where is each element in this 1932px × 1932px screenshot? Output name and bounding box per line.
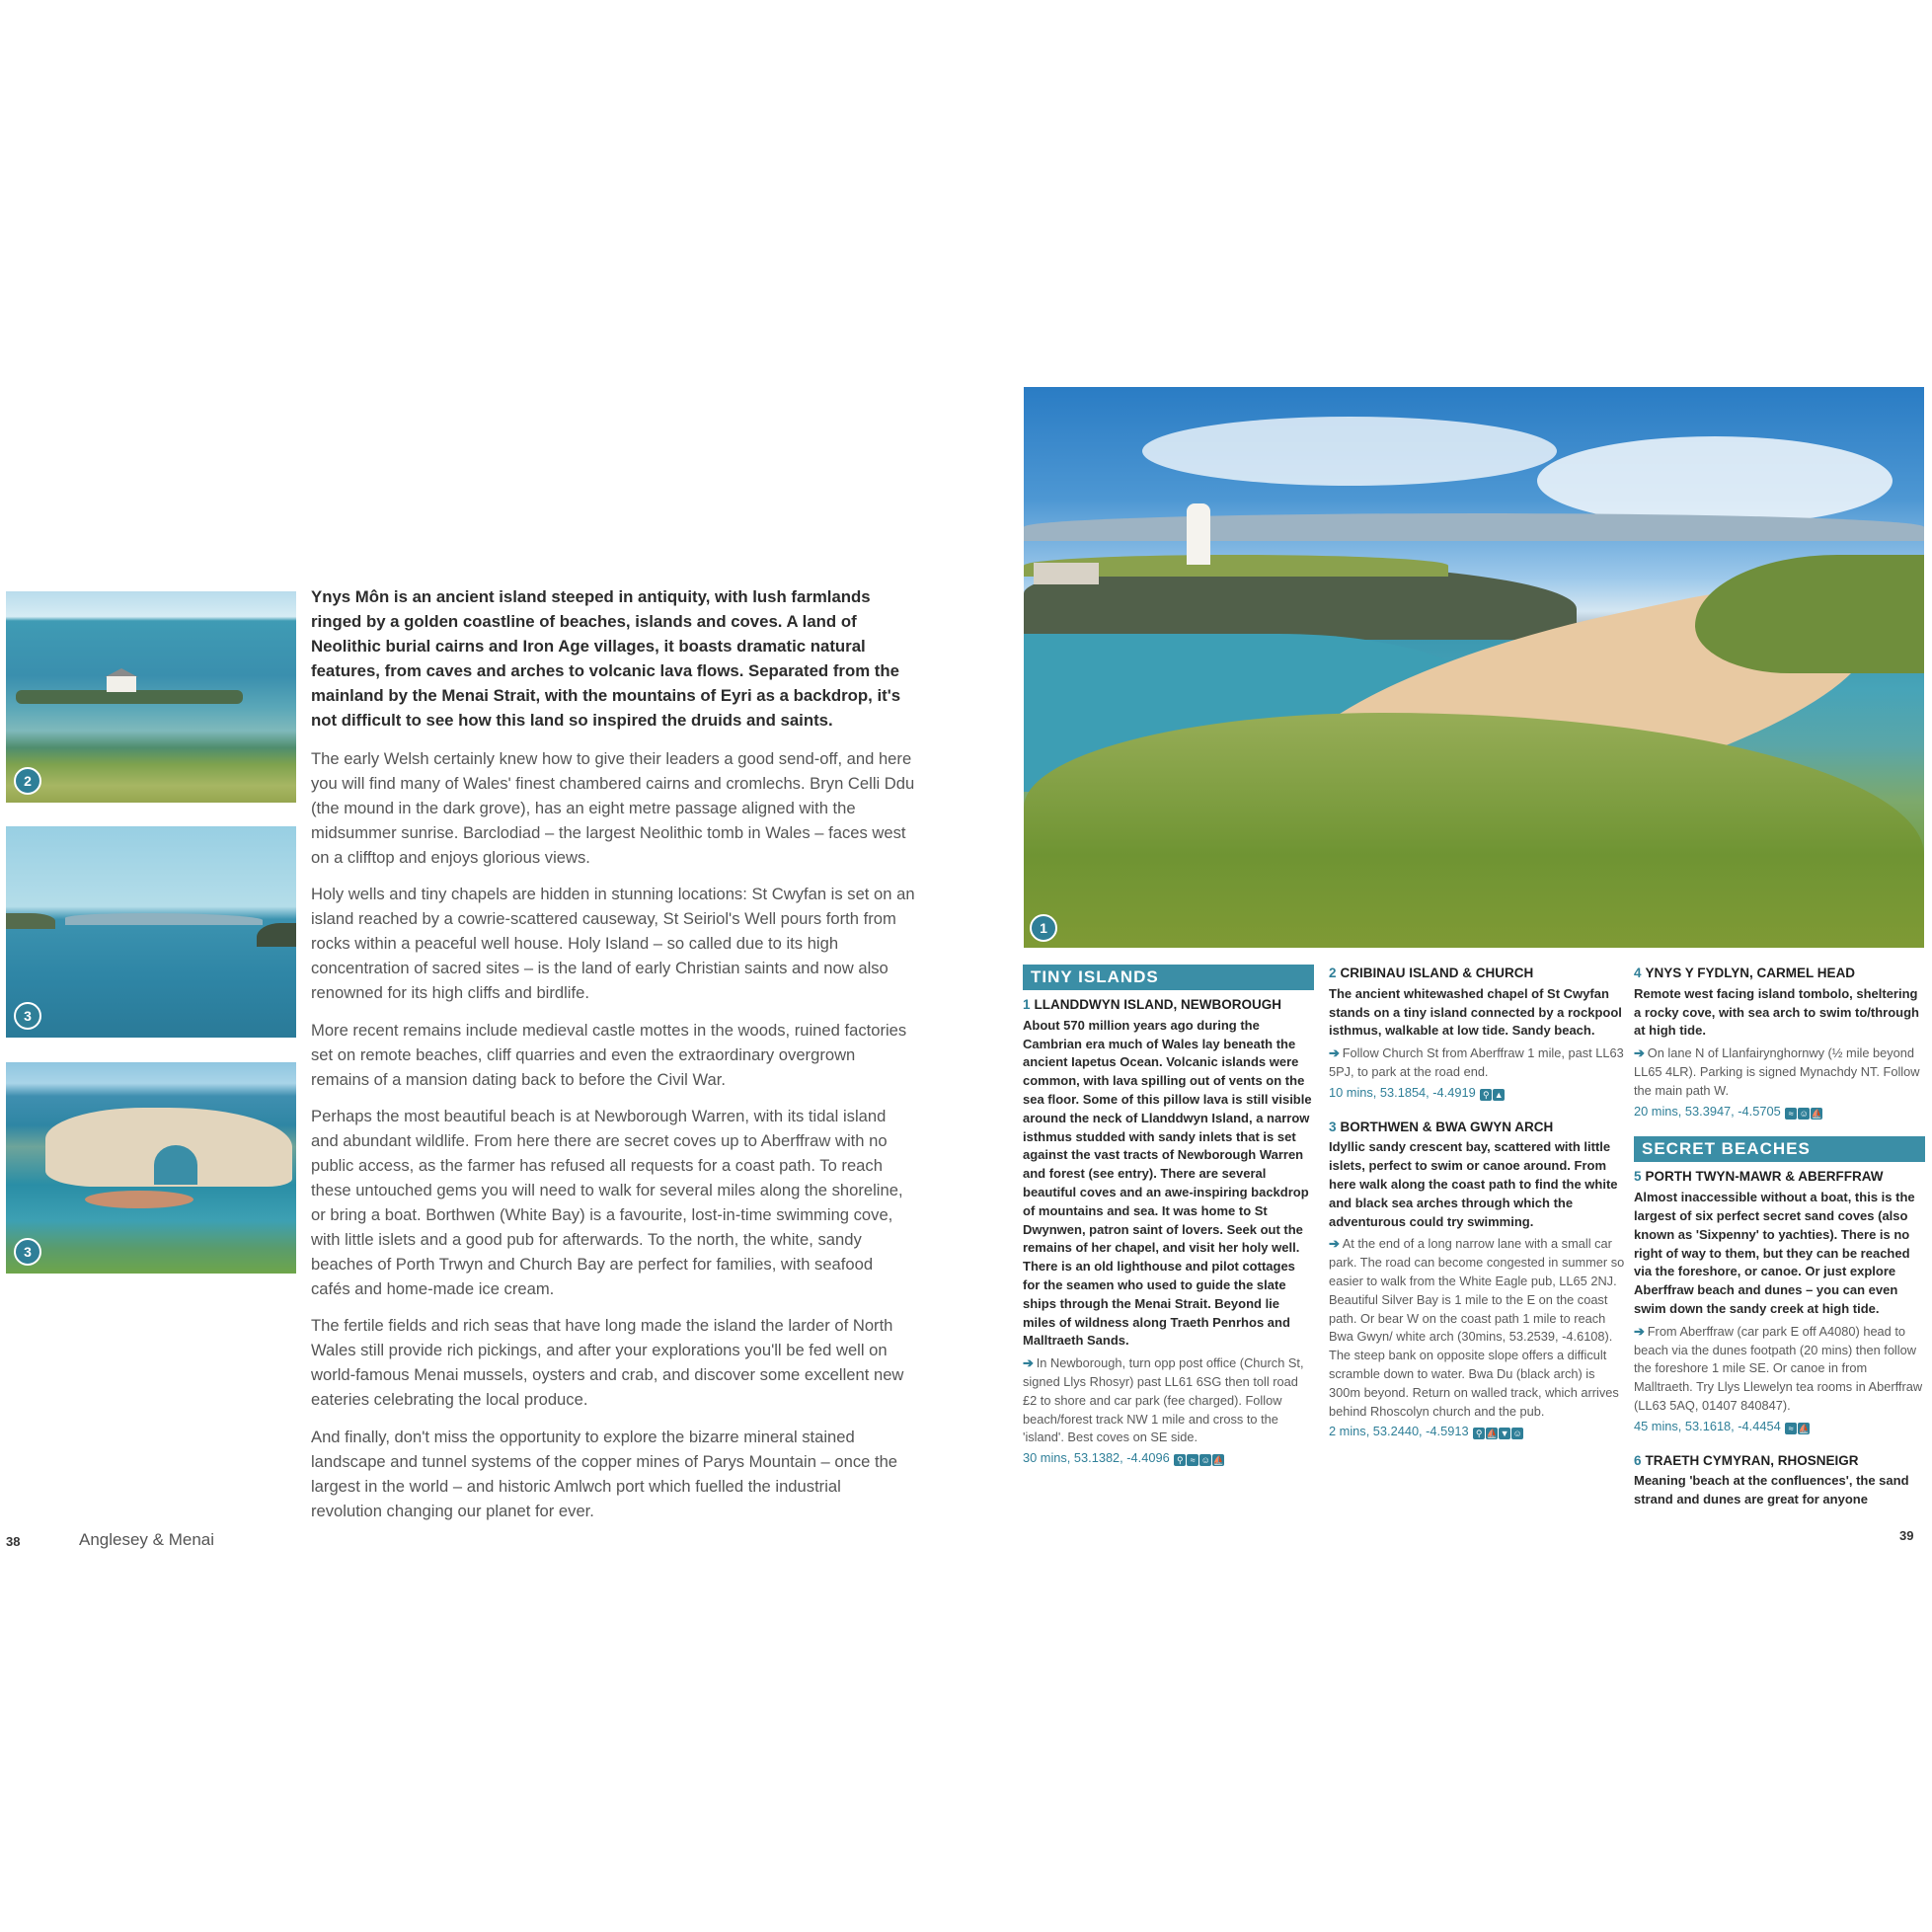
entry-title: PORTH TWYN-MAWR & ABERFFRAW [1645,1169,1884,1185]
chapel-island-photo [6,591,296,803]
section-name: Anglesey & Menai [79,1530,215,1549]
boat-icon: ⛵ [1798,1423,1810,1433]
arrow-icon: ➔ [1634,1045,1645,1061]
photo-badge: 3 [14,1238,41,1266]
entry-description: About 570 million years ago during the Cambrian era much of Wales lay beneath the ancient Iapetus Ocean. Volcanic islands were common, with lava spilling out of vents on the sea floor. Some of this pillow lava is still visible around the neck of Llanddwyn Island, a narrow isthmus studded with sandy inlets that is set against the vast tracts of Newborough Warren and forest (see entry). There are several beautiful coves and an awe-inspiring backdrop of mountains and sea. It was home to St Dwynwen, patron saint of lovers. Seek out the remains of her chapel, and visit her holy well. There is an old lighthouse and pilot cottages for the seamen who used to guide the slate ships through the Menai Strait. Beyond lie miles of wildness along Traeth Penrhos and Malltraeth Sands. [1023,1017,1312,1349]
entry-meta: 20 mins, 53.3947, -4.5705 [1634,1103,1781,1119]
family-icon: ☺ [1200,1455,1210,1466]
page-number: 39 [1899,1528,1914,1543]
cottage-shape [1034,563,1099,584]
photo-badge: 2 [14,767,41,795]
intro-paragraph: Ynys Môn is an ancient island steeped in antiquity, with lush farmlands ringed by a golden coastline of beaches, islands and coves. A land of Neolithic burial cairns and Iron Age villages, it boasts dramatic natural features, from caves and arches to volcanic lava flows. Separated from the mainland by the Menai Strait, with the mountains of Eyri as a backdrop, it's not difficult to see how this land so inspired the druids and saints. [311,587,901,730]
walk-icon: ⚲ [1480,1089,1492,1101]
entry-1 [1023,996,1314,1468]
grass-shape [1024,713,1924,948]
body-paragraph: The fertile fields and rich seas that have long made the island the larder of North Wales still provide rich pickings, and after your explorations you'll be fed well on world-famous Menai mussels, oysters and crab, and discover some excellent new eateries celebrating the local produce. [311,1316,904,1409]
body-paragraph: And finally, don't miss the opportunity to explore the bizarre mineral stained landscape and tunnel systems of the copper mines of Parys Mountain – once the largest in the world – and historic Amlwch port which fuelled the industrial revolution changing our planet for ever. [311,1428,898,1520]
walk-icon: ⚲ [1174,1454,1186,1466]
entry-number: 3 [1329,1119,1337,1134]
entry-title: TRAETH CYMYRAN, RHOSNEIGR [1645,1452,1859,1468]
entry-3 [1329,1119,1625,1442]
entry-meta: 30 mins, 53.1382, -4.4096 [1023,1450,1170,1466]
entry-number: 5 [1634,1169,1642,1185]
sea-arch-photo [6,1062,296,1274]
entry-directions: From Aberffraw (car park E off A4080) head to beach via the dunes footpath (20 mins) then follow the foreshore 1 mile SE. Or canoe in from Malltraeth. Try Llys Llewelyn tea rooms in Aberffraw (LL63 5AQ, 01407 840847). [1634,1323,1923,1413]
page-number: 38 [6,1534,21,1549]
hills-shape [65,913,263,925]
entry-number: 2 [1329,966,1337,980]
rock-shape [257,923,296,947]
section-heading-tiny-islands: TINY ISLANDS [1023,965,1314,990]
entry-title: YNYS Y FYDLYN, CARMEL HEAD [1645,966,1856,980]
entry-number: 1 [1023,997,1031,1012]
swim-icon: ≈ [1187,1454,1198,1466]
entry-description: Almost inaccessible without a boat, this is the largest of six perfect secret sand coves (also known as 'Sixpenny' to yachties). There is no right of way to them, but they can be reached via the foreshore, or canoe. Or just explore Aberffraw beach and dunes – you can even swim down the sandy creek at high tide. [1634,1190,1915,1316]
entry-number: 4 [1634,966,1642,980]
entry-meta: 45 mins, 53.1618, -4.4454 [1634,1418,1781,1433]
photo-badge: 3 [14,1002,41,1030]
body-paragraph: Holy wells and tiny chapels are hidden in stunning locations: St Cwyfan is set on an island reached by a cowrie-scattered causeway, St Seiriol's Well pours forth from rocks within a peaceful well house. Holy Island – so called due to its high concentration of sacred sites – is the land of early Christian saints and now also renowned for its high cliffs and birdlife. [311,885,915,1002]
down-icon: ▼ [1500,1429,1509,1439]
walk-icon: ⚲ [1473,1428,1485,1439]
entry-title: LLANDDWYN ISLAND, NEWBOROUGH [1034,997,1281,1012]
swim-icon: ≈ [1785,1108,1797,1120]
column-2 [1329,965,1625,1457]
entry-description: Remote west facing island tombolo, sheltering a rocky cove, with sea arch to swim to/through at high tide. [1634,985,1919,1039]
family-icon: ☺ [1799,1108,1809,1119]
entry-title: CRIBINAU ISLAND & CHURCH [1340,966,1534,980]
tent-icon: ▲ [1494,1089,1504,1100]
entry-description: Idyllic sandy crescent bay, scattered with little islets, perfect to swim or canoe around. From here walk along the coast path to find the white and black sea arches through which the adventurous could try swimming. [1329,1139,1618,1229]
boat-icon: ⛵ [1811,1108,1822,1119]
section-heading-secret-beaches: SECRET BEACHES [1634,1136,1925,1162]
cloud-shape [1142,417,1557,486]
entry-meta: 2 mins, 53.2440, -4.5913 [1329,1424,1469,1439]
arrow-icon: ➔ [1023,1355,1034,1371]
entry-6 [1634,1452,1925,1509]
lighthouse-shape [1187,503,1210,565]
entry-description: The ancient whitewashed chapel of St Cwyfan stands on a tiny island connected by a rockpool isthmus, walkable at low tide. Sandy beach. [1329,985,1622,1039]
rocks-shape [85,1191,193,1208]
dune-shape [1695,555,1924,673]
entry-4 [1634,965,1925,1121]
column-1 [1023,965,1314,1484]
entry-directions: Follow Church St from Aberffraw 1 mile, past LL63 5PJ, to park at the road end. [1329,1045,1624,1079]
entry-number: 6 [1634,1452,1642,1468]
entry-directions: In Newborough, turn opp post office (Church St, signed Llys Rhosyr) past LL61 6SG then toll road £2 to shore and car park (fee charged). Follow beach/forest track NW 1 mile and cross to the 'island'. Best coves on SE side. [1023,1355,1304,1445]
body-paragraph: The early Welsh certainly knew how to give their leaders a good send-off, and here you will find many of Wales' finest chambered cairns and cromlechs. Bryn Celli Ddu (the mound in the dark grove), has an eight metre passage aligned with the midsummer sunrise. Barclodiad – the largest Neolithic tomb in Wales – faces west on a clifftop and enjoys glorious views. [311,749,915,867]
chapel-shape [107,676,136,692]
swimmers-photo [6,826,296,1038]
body-paragraph: Perhaps the most beautiful beach is at Newborough Warren, with its tidal island and abundant wildlife. From here there are secret coves up to Aberffraw with no public access, as the farmer has refused all requests for a coast path. To reach these untouched gems you will need to walk for several miles along the shoreline, or bring a boat. Borthwen (White Bay) is a favourite, lost-in-time swimming cove, with little islets and a good pub for afterwards. To the north, the white, sandy beaches of Porth Trwyn and Church Bay are perfect for families, with seafood cafés and home-made ice cream. [311,1107,903,1298]
arrow-icon: ➔ [1634,1323,1645,1339]
photo-badge: 1 [1030,914,1057,942]
boat-icon: ⛵ [1486,1429,1498,1439]
entry-5 [1634,1168,1925,1435]
rock-shape [6,913,55,929]
cloud-shape [1537,436,1893,525]
llanddwyn-island-photo [1024,387,1924,948]
body-paragraph: More recent remains include medieval castle mottes in the woods, ruined factories set on remote beaches, cliff quarries and even the extraordinary overgrown remains of a mansion dating back to before the Civil War. [311,1021,907,1089]
arrow-icon: ➔ [1329,1236,1340,1252]
entry-title: BORTHWEN & BWA GWYN ARCH [1340,1119,1554,1134]
entry-2 [1329,965,1625,1103]
entry-directions: At the end of a long narrow lane with a small car park. The road can become congested in summer so easier to walk from the White Eagle pub, LL65 2NJ. Beautiful Silver Bay is 1 mile to the E on the coast path. Or bear W on the coast path 1 mile to reach Bwa Gwyn/ white arch (30mins, 53.2539, -4.6108). The steep bank on opposite slope offers a difficult scramble down to water. Bwa Du (black arch) is 300m beyond. Return on walled track, which arrives behind Rhoscolyn church and the pub. [1329,1236,1625,1419]
arch-shape [154,1145,197,1185]
islet-shape [16,690,243,704]
column-3 [1634,965,1925,1525]
entry-directions: On lane N of Llanfairynghornwy (½ mile beyond LL65 4LR). Parking is signed Mynachdy NT. Follow the main path W. [1634,1045,1920,1098]
entry-meta: 10 mins, 53.1854, -4.4919 [1329,1084,1476,1100]
mountains-shape [1024,513,1924,541]
family-icon: ☺ [1512,1429,1522,1439]
entry-description: Meaning 'beach at the confluences', the sand strand and dunes are great for anyone [1634,1473,1909,1507]
swim-icon: ≈ [1785,1423,1797,1434]
boat-icon: ⛵ [1212,1455,1224,1466]
arrow-icon: ➔ [1329,1045,1340,1061]
